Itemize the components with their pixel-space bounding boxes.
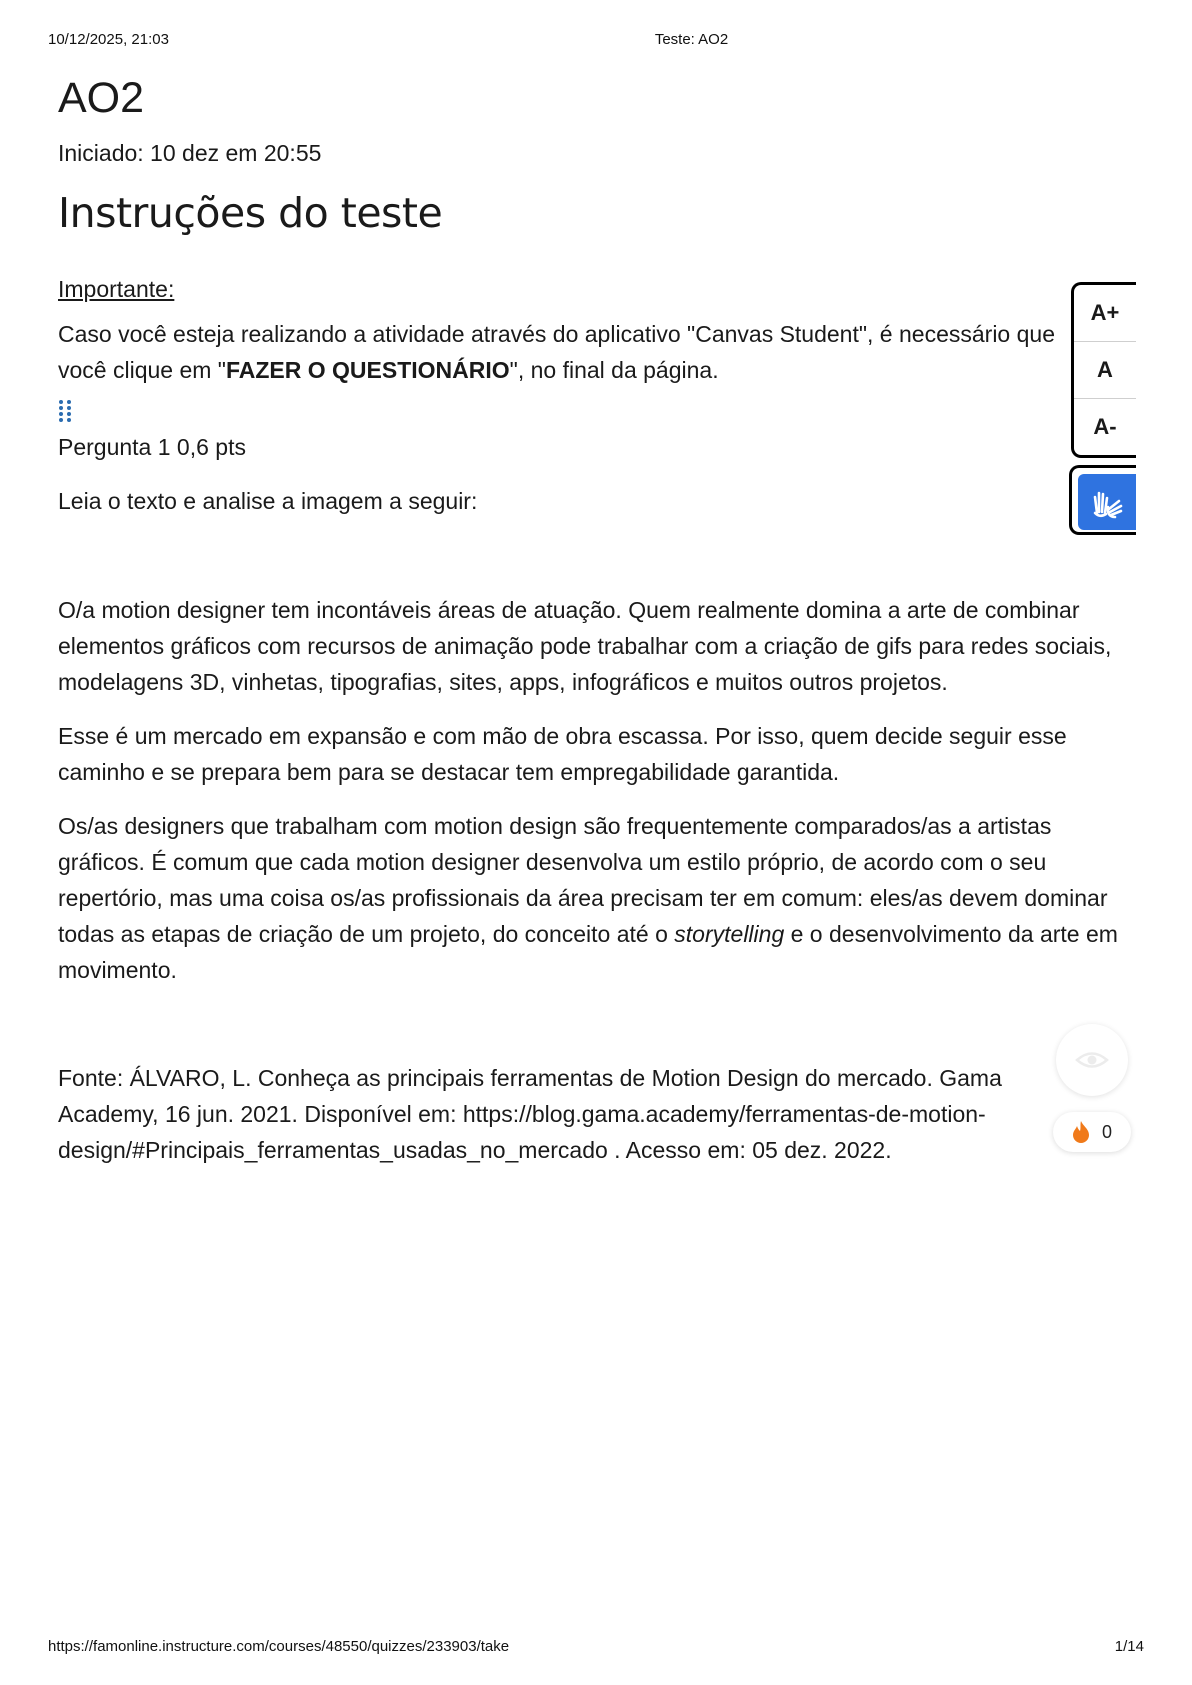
question-lead: Leia o texto e analise a imagem a seguir: [58,488,478,514]
print-date: 10/12/2025, 21:03 [48,31,169,48]
instructions-line-2 [58,352,1073,388]
hands-sign-language-icon [1078,474,1136,530]
page-title: AO2 [58,74,145,122]
flame-icon [1072,1120,1090,1144]
source-citation: Fonte: ÁLVARO, L. Conheça as principais ferramentas de Motion Design do mercado. Gama Academy, 16 jun. 2021. Disponível em: https://blog.gama.academy/ferramentas-de-motion-design/#Principais_ferramentas_usadas_no_mercado . Acesso em: 05 dez. 2022. [58,1065,1002,1163]
normal-font-button[interactable]: A [1074,341,1136,398]
print-page-number: 1/14 [1114,1638,1144,1655]
question-paragraph-1: O/a motion designer tem incontáveis áreas de atuação. Quem realmente domina a arte de combinar elementos gráficos com recursos de animação pode trabalhar com a criação de gifs para redes sociais, modelagens 3D, vinhetas, tipografias, sites, apps, infográficos e muitos outros projetos. [58,597,1112,695]
paragraph-3-text: Os/as designers que trabalham com motion design são frequentemente comparados/as a artistas gráficos. É comum que cada motion designer desenvolva um estilo próprio, de acordo com o seu repertório, mas uma coisa os/as profissionais da área precisam ter em comum: eles/as devem dominar todas as etapas de criação de um projeto, do conceito até o [58,813,1108,947]
eye-icon [1074,1048,1110,1072]
flame-counter[interactable] [1053,1112,1131,1152]
counter-value: 0 [1101,1121,1112,1142]
instructions-heading: Instruções do teste [58,189,443,237]
question-paragraph-3 [58,808,1138,988]
started-timestamp: Iniciado: 10 dez em 20:55 [58,140,322,166]
important-label: Importante: [58,276,175,302]
quiz-content [58,70,1138,1168]
print-url: https://famonline.instructure.com/courses/48550/quizzes/233903/take [48,1638,510,1655]
question-paragraph-2: Esse é um mercado em expansão e com mão de obra escassa. Por isso, quem decide seguir esse caminho e se prepara bem para se destacar tem empregabilidade garantida. [58,723,1067,785]
instructions-line-2-post: ", no final da página. [509,357,719,383]
increase-font-button[interactable]: A+ [1090,300,1120,325]
floating-action-button[interactable] [1056,1024,1128,1096]
drag-handle-icon[interactable] [58,398,78,428]
instructions-text [58,316,1073,388]
decrease-font-button[interactable]: A- [1074,398,1136,455]
sign-language-button[interactable] [1069,465,1136,535]
print-title: Teste: AO2 [654,31,729,48]
instructions-line-2-pre: você clique em " [58,357,226,383]
take-quiz-emphasis: FAZER O QUESTIONÁRIO [225,357,510,383]
storytelling-term: storytelling [674,921,785,947]
instructions-line-1: Caso você esteja realizando a atividade através do aplicativo "Canvas Student", é necessário que [58,321,1055,347]
paragraph-3-end: e o desenvolvimento da arte em movimento. [58,921,1118,983]
font-size-controls [1071,282,1136,458]
question-header: Pergunta 1 0,6 pts [58,434,246,460]
